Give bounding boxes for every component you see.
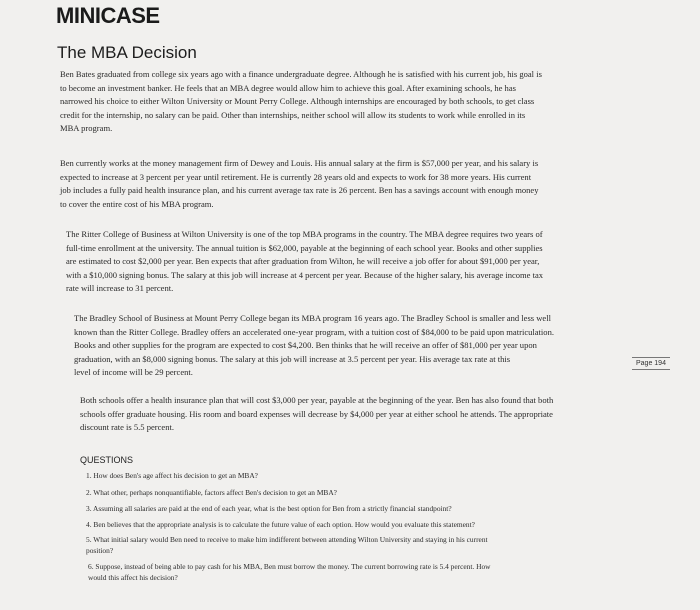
paragraph-5: [80, 394, 640, 435]
text-line: Ben Bates graduated from college six years ago with a finance undergraduate degree. Although he is satisfied with his current job, his goal is: [60, 69, 542, 79]
text-line: The Ritter College of Business at Wilton University is one of the top MBA programs in the country. The MBA degree requires two years of: [66, 229, 543, 239]
section-heading: MINICASE: [56, 3, 160, 28]
text-line: rate will increase to 31 percent.: [66, 283, 174, 294]
text-line: 5. What initial salary would Ben need to receive to make him indifferent between attending Wilton University and staying in his current: [86, 535, 488, 544]
text-line: 1. How does Ben's age affect his decision to get an MBA?: [86, 471, 258, 480]
text-line: with a $10,000 signing bonus. The salary at this job will increase at 4 percent per year. Because of the higher salary, his average income tax: [66, 269, 544, 280]
text-line: 3. Assuming all salaries are paid at the end of each year, what is the best option for Ben from a strictly financial standpoint?: [86, 504, 452, 513]
text-line: would this affect his decision?: [88, 573, 178, 582]
question-6: [88, 561, 491, 583]
text-line: 2. What other, perhaps nonquantifiable, factors affect Ben's decision to get an MBA?: [86, 488, 337, 497]
paragraph-1: [60, 68, 656, 136]
text-line: 4. Ben believes that the appropriate analysis is to calculate the future value of each option. How would you evaluate this statement?: [86, 520, 475, 529]
text-line: The Bradley School of Business at Mount Perry College began its MBA program 16 years ago. The Bradley School is smaller and less well: [74, 313, 551, 323]
case-title: The MBA Decision: [57, 43, 197, 62]
text-line: 6. Suppose, instead of being able to pay cash for his MBA, Ben must borrow the money. The current borrowing rate is 5.4 percent. How: [88, 562, 491, 571]
question-4: [86, 519, 475, 530]
text-line: level of income will be 29 percent.: [74, 367, 193, 378]
text-line: position?: [86, 546, 114, 555]
text-line: job includes a fully paid health insurance plan, and his current average tax rate is 26 percent. Ben has a savings account with enough money: [60, 185, 539, 196]
page-number-marker: Page 194: [632, 357, 670, 370]
text-line: Books and other supplies for the program are expected to cost $4,200. Ben thinks that he will receive an offer of $81,000 per year upon: [74, 340, 537, 351]
text-line: full-time enrollment at the university. The annual tuition is $62,000, payable at the beginning of each school year. Books and other supplies: [66, 242, 543, 253]
text-line: narrowed his choice to either Wilton University or Mount Perry College. Although internships are encouraged by both schools, to get class: [60, 96, 535, 107]
text-line: to cover the entire cost of his MBA program.: [60, 198, 214, 209]
text-line: Ben currently works at the money management firm of Dewey and Louis. His annual salary at the firm is $57,000 per year, and his salary is: [60, 158, 539, 168]
text-line: to become an investment banker. He feels that an MBA degree would allow him to achieve this goal. After examining schools, he has: [60, 82, 516, 93]
text-line: schools offer graduate housing. His room and board expenses will decrease by $4,000 per year at either school he attends. The appropriate: [80, 408, 553, 419]
question-1: [86, 470, 258, 481]
questions-heading: QUESTIONS: [80, 455, 134, 465]
paragraph-3: [66, 228, 656, 296]
text-line: are estimated to cost $2,000 per year. Ben expects that after graduation from Wilton, he will receive a job offer for about $91,000 per year,: [66, 256, 540, 267]
question-2: [86, 487, 337, 498]
text-line: Both schools offer a health insurance plan that will cost $3,000 per year, payable at the beginning of the year. Ben has also found that both: [80, 395, 554, 405]
text-line: discount rate is 5.5 percent.: [80, 422, 174, 433]
text-line: expected to increase at 3 percent per year until retirement. He is currently 28 years old and expects to work for 38 more years. His current: [60, 171, 532, 182]
text-line: graduation, with an $8,000 signing bonus. The salary at this job will increase at 3.5 percent per year. His average tax rate at this: [74, 353, 511, 364]
text-line: credit for the internship, no salary can be paid. Other than internships, neither school will allow its students to work while enrolled in its: [60, 109, 526, 120]
question-5: [86, 534, 488, 556]
paragraph-2: [60, 157, 656, 211]
text-line: known than the Ritter College. Bradley offers an accelerated one-year program, with a tuition cost of $84,000 to be paid upon matriculation.: [74, 326, 554, 337]
text-line: MBA program.: [60, 123, 113, 134]
paragraph-4: [74, 312, 634, 380]
question-3: [86, 503, 452, 514]
